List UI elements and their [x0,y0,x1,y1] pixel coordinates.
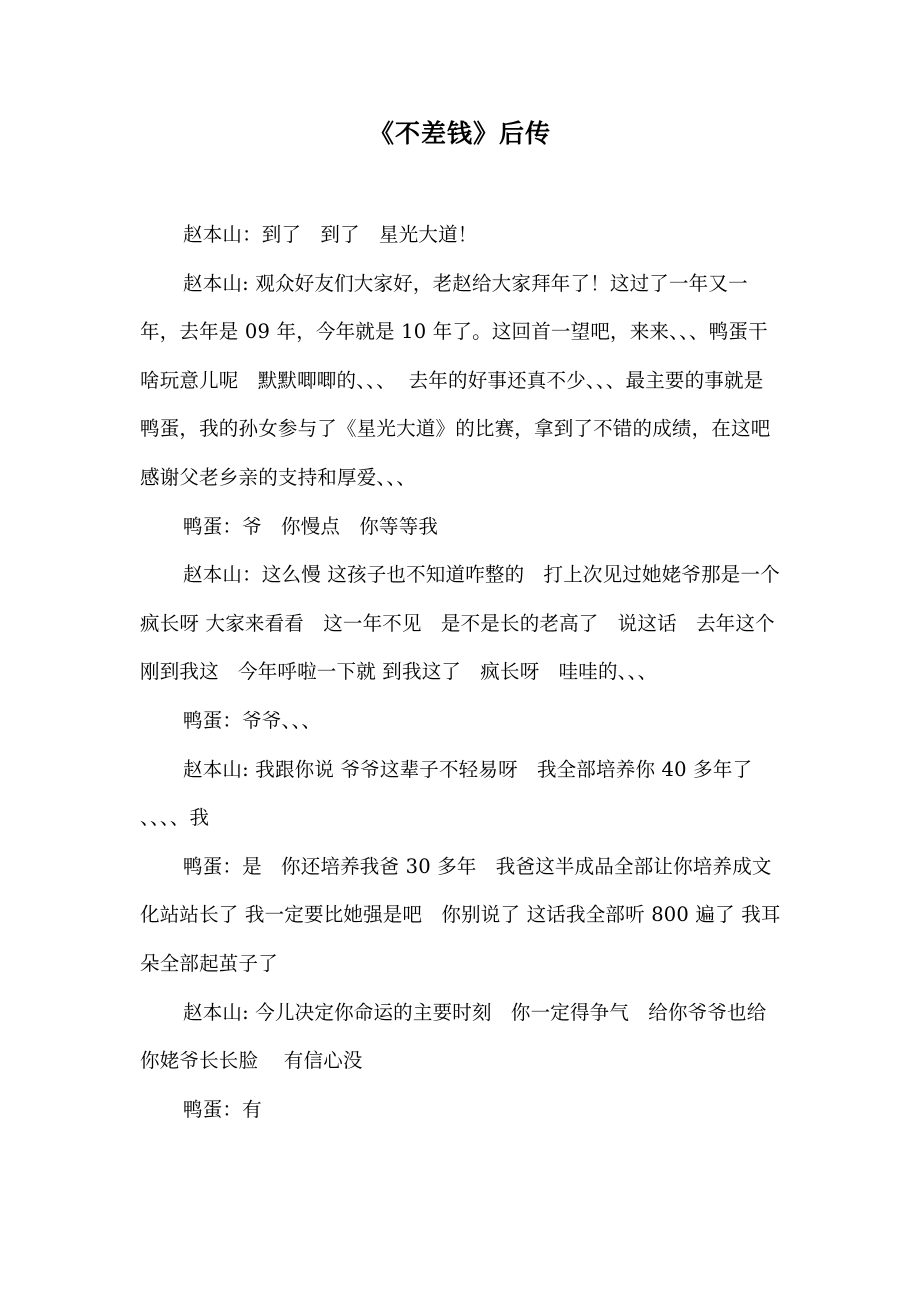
document-title: 《不差钱》后传 [368,119,551,148]
document-body [140,211,782,1134]
paragraph-6: 赵本山: 我跟你说 爷爷这辈子不轻易呀 我全部培养你 40 多年了 、、、、我 [140,757,759,830]
paragraph-2: 赵本山: 观众好友们大家好，老赵给大家拜年了！这过了一年又一年，去年是 09 年，今年就是 10 年了。这回首一望吧，来来、、、鸭蛋干啥玩意儿呢 默默唧唧的、、、 去年的好事还真不少、、、最主要的事就是鸭蛋，我的孙女参与了《星光大道》的比赛，拿到了不错的成绩，在这吧感谢父老乡亲的支持和厚爱、、、 [140,271,771,489]
paragraph-3: 鸭蛋：爷 你慢点 你等等我 [183,514,439,538]
paragraph-9: 鸭蛋：有 [183,1097,262,1121]
paragraph-4: 赵本山：这么慢 这孩子也不知道咋整的 打上次见过她姥爷那是一个疯长呀 大家来看看 这一年不见 是不是长的老高了 说这话 去年这个刚到我这 今年呼啦一下就 到我这了 疯长呀 哇哇的、、、 [140,563,780,684]
paragraph-8: 赵本山: 今儿决定你命运的主要时刻 你一定得争气 给你爷爷也给你姥爷长长脸 有信心没 [140,1000,767,1073]
paragraph-1: 赵本山：到了 到了 星光大道！ [183,223,478,246]
paragraph-7: 鸭蛋：是 你还培养我爸 30 多年 我爸这半成品全部让你培养成文化站站长了 我一定要比她强是吧 你别说了 这话我全部听 800 遍了 我耳朵全部起茧子了 [140,854,781,975]
paragraph-5: 鸭蛋：爷爷、、、 [183,708,322,732]
